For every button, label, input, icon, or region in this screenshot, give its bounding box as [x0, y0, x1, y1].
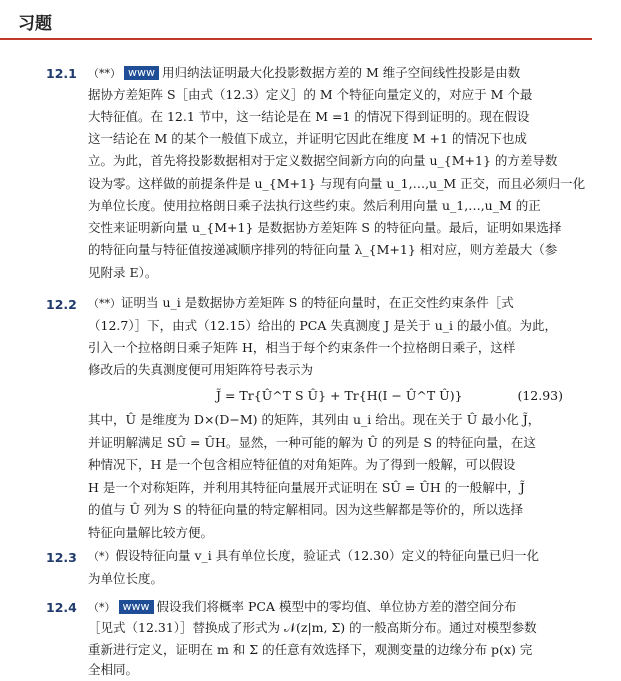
www-badge[interactable]: www: [124, 66, 159, 80]
exercise-line: [88, 66, 593, 80]
exercise-text: 交性来证明新向量 u_{M+1} 是数据协方差矩阵 S 的特征向量。最后，证明如果选择: [88, 220, 562, 235]
exercise-text: 证明当 u_i 是数据协方差矩阵 S 的特征向量时，在正交性约束条件［式: [121, 295, 514, 310]
difficulty-marker: （**）: [88, 67, 121, 80]
exercise-text: 大特征值。在 12.1 节中，这一结论是在 M =1 的情况下得到证明的。现在假设: [88, 109, 530, 124]
exercise-text: 见附录 E）。: [88, 265, 158, 280]
section-title: 习题: [18, 14, 52, 34]
exercise-text: 用归纳法证明最大化投影数据方差的 M 维子空间线性投影是由数: [162, 65, 521, 80]
exercise-text: 这一结论在 M 的某个一般值下成立，并证明它因此在维度 M +1 的情况下也成: [88, 131, 527, 146]
exercise-text: 的特征向量与特征值按递减顺序排列的特征向量 λ_{M+1} 相对应，则方差最大（参: [88, 242, 558, 257]
exercise-text: 立。为此，首先将投影数据相对于定义数据空间新方向的向量 u_{M+1} 的方差导数: [88, 153, 558, 168]
exercise-text: 重新进行定义，证明在 m 和 Σ 的任意有效选择下，观测变量的边缘分布 p(x) 完: [88, 642, 533, 657]
exercise-text: 设为零。这样做的前提条件是 u_{M+1} 与现有向量 u_1,…,u_M 正交，而且必须归一化: [88, 176, 586, 191]
exercise-text: 其中，Û 是维度为 D×(D−M) 的矩阵，其列由 u_i 给出。现在关于 Û 最小化 J̃，: [88, 412, 541, 427]
difficulty-marker: （**）: [88, 297, 121, 310]
exercise-text: 的值与 Û 列为 S 的特征向量的特定解相同。因为这些解都是等价的，所以选择: [88, 502, 523, 517]
exercise-text: 修改后的失真测度便可用矩阵符号表示为: [88, 362, 314, 377]
www-badge[interactable]: www: [119, 600, 154, 614]
title-rule: [0, 38, 592, 40]
exercise-text: 引入一个拉格朗日乘子矩阵 H，相当于每个约束条件一个拉格朗日乘子，这样: [88, 340, 516, 355]
exercise-line: [88, 550, 593, 563]
exercise-text: 为单位长度。使用拉格朗日乘子法执行这些约束。然后利用向量 u_1,…,u_M 的正: [88, 198, 541, 213]
exercise-number: 12.3: [46, 550, 77, 565]
equation: J̃ = Tr{Û^T S Û} + Tr{H(I − Û^T Û)}: [216, 388, 463, 403]
exercise-text: 为单位长度。: [88, 571, 164, 586]
equation-number: (12.93): [517, 388, 563, 403]
exercise-text: 特征向量解比较方便。: [88, 525, 214, 540]
exercise-text: 假设特征向量 v_i 具有单位长度，验证式（12.30）定义的特征向量已归一化: [115, 548, 540, 563]
exercise-line: [88, 297, 593, 310]
exercise-text: 全相同。: [88, 662, 139, 677]
exercise-line: [88, 600, 593, 614]
exercise-text: 并证明解满足 SÛ = ÛH。显然，一种可能的解为 Û 的列是 S 的特征向量，在这: [88, 435, 536, 450]
exercise-text: 假设我们将概率 PCA 模型中的零均值、单位协方差的潜空间分布: [156, 599, 517, 614]
exercise-number: 12.1: [46, 66, 77, 81]
exercise-text: 种情况下，H 是一个包含相应特征值的对角矩阵。为了得到一般解，可以假设: [88, 457, 516, 472]
exercise-number: 12.2: [46, 297, 77, 312]
exercise-number: 12.4: [46, 600, 77, 615]
exercise-text: 据协方差矩阵 S［由式（12.3）定义］的 M 个特征向量定义的，对应于 M 个最: [88, 87, 533, 102]
difficulty-marker: （*）: [88, 550, 116, 563]
exercise-text: H 是一个对称矩阵，并利用其特征向量展开式证明在 SÛ = ÛH 的一般解中，J̃: [88, 480, 525, 495]
exercise-text: ［见式（12.31）］替换成了形式为 𝒩(z|m, Σ) 的一般高斯分布。通过对模型参数: [88, 620, 537, 635]
difficulty-marker: （*）: [88, 601, 116, 614]
exercise-text: （12.7）］下，由式（12.15）给出的 PCA 失真测度 J 是关于 u_i 的最小值。为此，: [88, 318, 558, 333]
